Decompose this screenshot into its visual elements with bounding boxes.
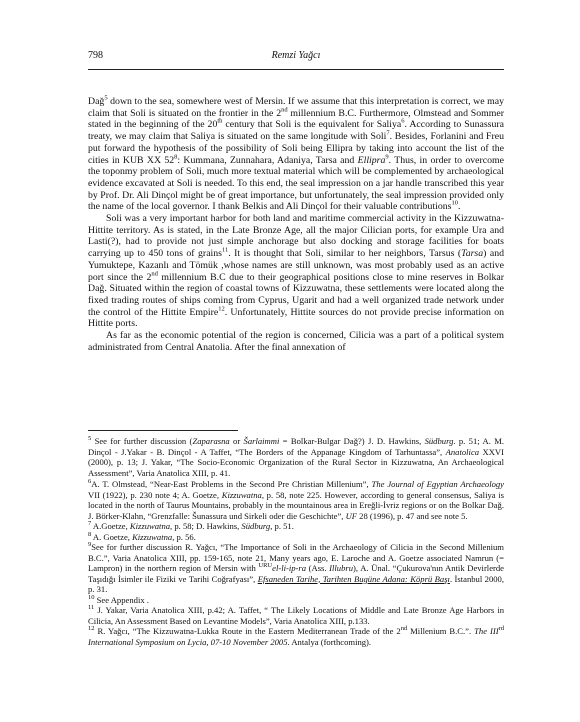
- footnote-8: $^8$ A. Goetze, Kizzuwatna, p. 56.: [88, 530, 196, 542]
- running-author: Remzi Yağcı: [271, 50, 321, 61]
- footnote-5: $^5$ See for further discussion (Zaparasna or Šarlaimmi = Bolkar-Bulgar Dağ?) J. D. Hawkins, Südburg. p. 51; A. M. Dinçol - J.Yakar - B. Dinçol - A Taffet, “The Borders of the Appanage Kingdom of Tarhuntassa”, Anatolica XXVI (2000), p. 13; J. Yakar, “The Socio-Economic Organization of the Rural Sector in Kizzuwatna, An Archaeological Assessment”, Varia Anatolica XIII, p. 41.: [88, 435, 504, 478]
- footnote-ref: 11: [221, 246, 229, 254]
- footnote-11: $^{11}$ J. Yakar, Varia Anatolica XIII, p.42; A. Taffet, “ The Likely Locations of Middle and Late Bronze Age Harbors in Cilicia, An Assessment Based on Levantine Models”, Varia Anatolica XIII, p.133.: [88, 604, 504, 626]
- footnote-separator: [88, 430, 238, 431]
- footnote-10: $^{10}$ See Appendix .: [88, 593, 149, 605]
- paragraph-1: Dağ$^5$ down to the sea, somewhere west of Mersin. If we assume that this interpretation is correct, we may claim that Soli is situated on the frontier in the 2nd millennium B.C. Furthermore, Olmstead and Sommer stated in the beginning of the 20th century that Soli is the equivalent for Saliya$^6$. According to Sunassura treaty, we may claim that Saliya is situated on the same longitude with Soli$^7$. Besides, Forlanini and Freu put forward the hypothesis of the possibility of Soli being Ellipra by taking into account the list of the cities in KUB XX $52^8$: Kummana, Zunnahara, Adaniya, Tarsa and Ellipra$^9$. Thus, in order to overcome the toponmy problem of Soli, much more textual material which will be complemented by archaeological evidence excavated at Soli is needed. To this end, the seal impression on a jar handle transcribed this year by Prof. Dr. Ali Dinçol might be of great importance, but unfortunately, the seal impression provided only the name of the local governor. I thank Belkis and Ali Dinçol for their valuable contributions$^{10}$.: [88, 94, 504, 213]
- footnote-9: $^9$See for further discussion R. Yağcı, “The Importance of Soli in the Archaeology of Cilicia in the Second Millenium B.C.”, Varia Anatolica XIII, pp. 159-165, note 21, Many years ago, E. Laroche and A. Goetze associated Namrun (= Lampron) in the northern region of Mersin with $^{URU}$el-li-ip-ra (Ass. Illubru), A. Ünal. “Çukurova'nın Antik Devirlerde Taşıdığı İsimler ile Fiziki ve Tarihi Coğrafyası”, Efsaneden Tarihe, Tarihten Bugüne Adana: Köprü Başı. İstanbul 2000, p. 31.: [88, 541, 505, 594]
- footnote-ref: 12: [218, 305, 225, 313]
- main-text: [88, 96, 504, 353]
- footnote-ref: 7: [386, 129, 390, 137]
- footnotes: [88, 436, 504, 647]
- footnote-7: $^7$ A.Goetze, Kizzuwatna, p. 58; D. Hawkins, Südburg, p. 51.: [88, 520, 294, 531]
- footnote-ref: 6: [401, 118, 405, 126]
- paragraph-3: As far as the economic potential of the region is concerned, Cilicia was a part of a political system administrated from Central Anatolia. After the final annexation of: [88, 330, 504, 353]
- footnote-12: $^{12}$ R. Yağcı, “The Kizzuwatna-Lukka Route in the Eastern Mediterranean Trade of the 2nd Millenium B.C.”. The IIIrd International Symposium on Lycia, 07-10 November 2005. Antalya (forthcoming).: [88, 625, 504, 647]
- footnote-ref: 9: [385, 153, 389, 161]
- footnote-ref: 10: [451, 200, 458, 208]
- footnote-ref: 5: [104, 94, 108, 102]
- running-header: [88, 50, 504, 64]
- page-number: 798: [88, 50, 103, 61]
- footnote-6: $^6$A. T. Olmstead, “Near-East Problems in the Second Pre Christian Millenium”, The Journal of Egyptian Archaeology VII (1922), p. 230 note 4; A. Goetze, Kizzuwatna, p. 58, note 225. However, according to general consensus, Saliya is located in the north of Taurus Mountains, probably in the mountainous area in Ereğli-İvriz regions or on the Bolkar Dağ. J. Börker-Klahn, “Grenzfalle: Šunassura und Sirkeli oder die Geschichte”, UF 28 (1996), p. 47 and see note 5.: [88, 478, 504, 521]
- footnote-ref: 8: [174, 153, 178, 161]
- header-rule: [88, 69, 504, 70]
- paragraph-2: Soli was a very important harbor for both land and maritime commercial activity in the Kizzuwatna-Hittite territory. As is stated, in the Late Bronze Age, all the major Cilician ports, for example Ura and Lasti(?), had to provide not just simple anchorage but also docking and storage facilities for boats carrying up to 450 tons of grains$^{11}$. It is thought that Soli, similar to her neighbors, Tarsus (Tarsa) and Yumuktepe, Kazanlı and Tömük ,whose names are still unknown, was most probably used as an active port since the 2nd millennium B.C due to their geographical positions close to mine reserves in Bolkar Dağ. Situated within the region of coastal towns of Kizzuwatna, these settlements were located along the fixed trading routes of ships coming from Cyprus, Ugarit and had a well organized trade network under the control of the Hittite Empire$^{12}$. Unfortunately, Hittite sources do not provide precise information on Hittite ports.: [88, 213, 504, 330]
